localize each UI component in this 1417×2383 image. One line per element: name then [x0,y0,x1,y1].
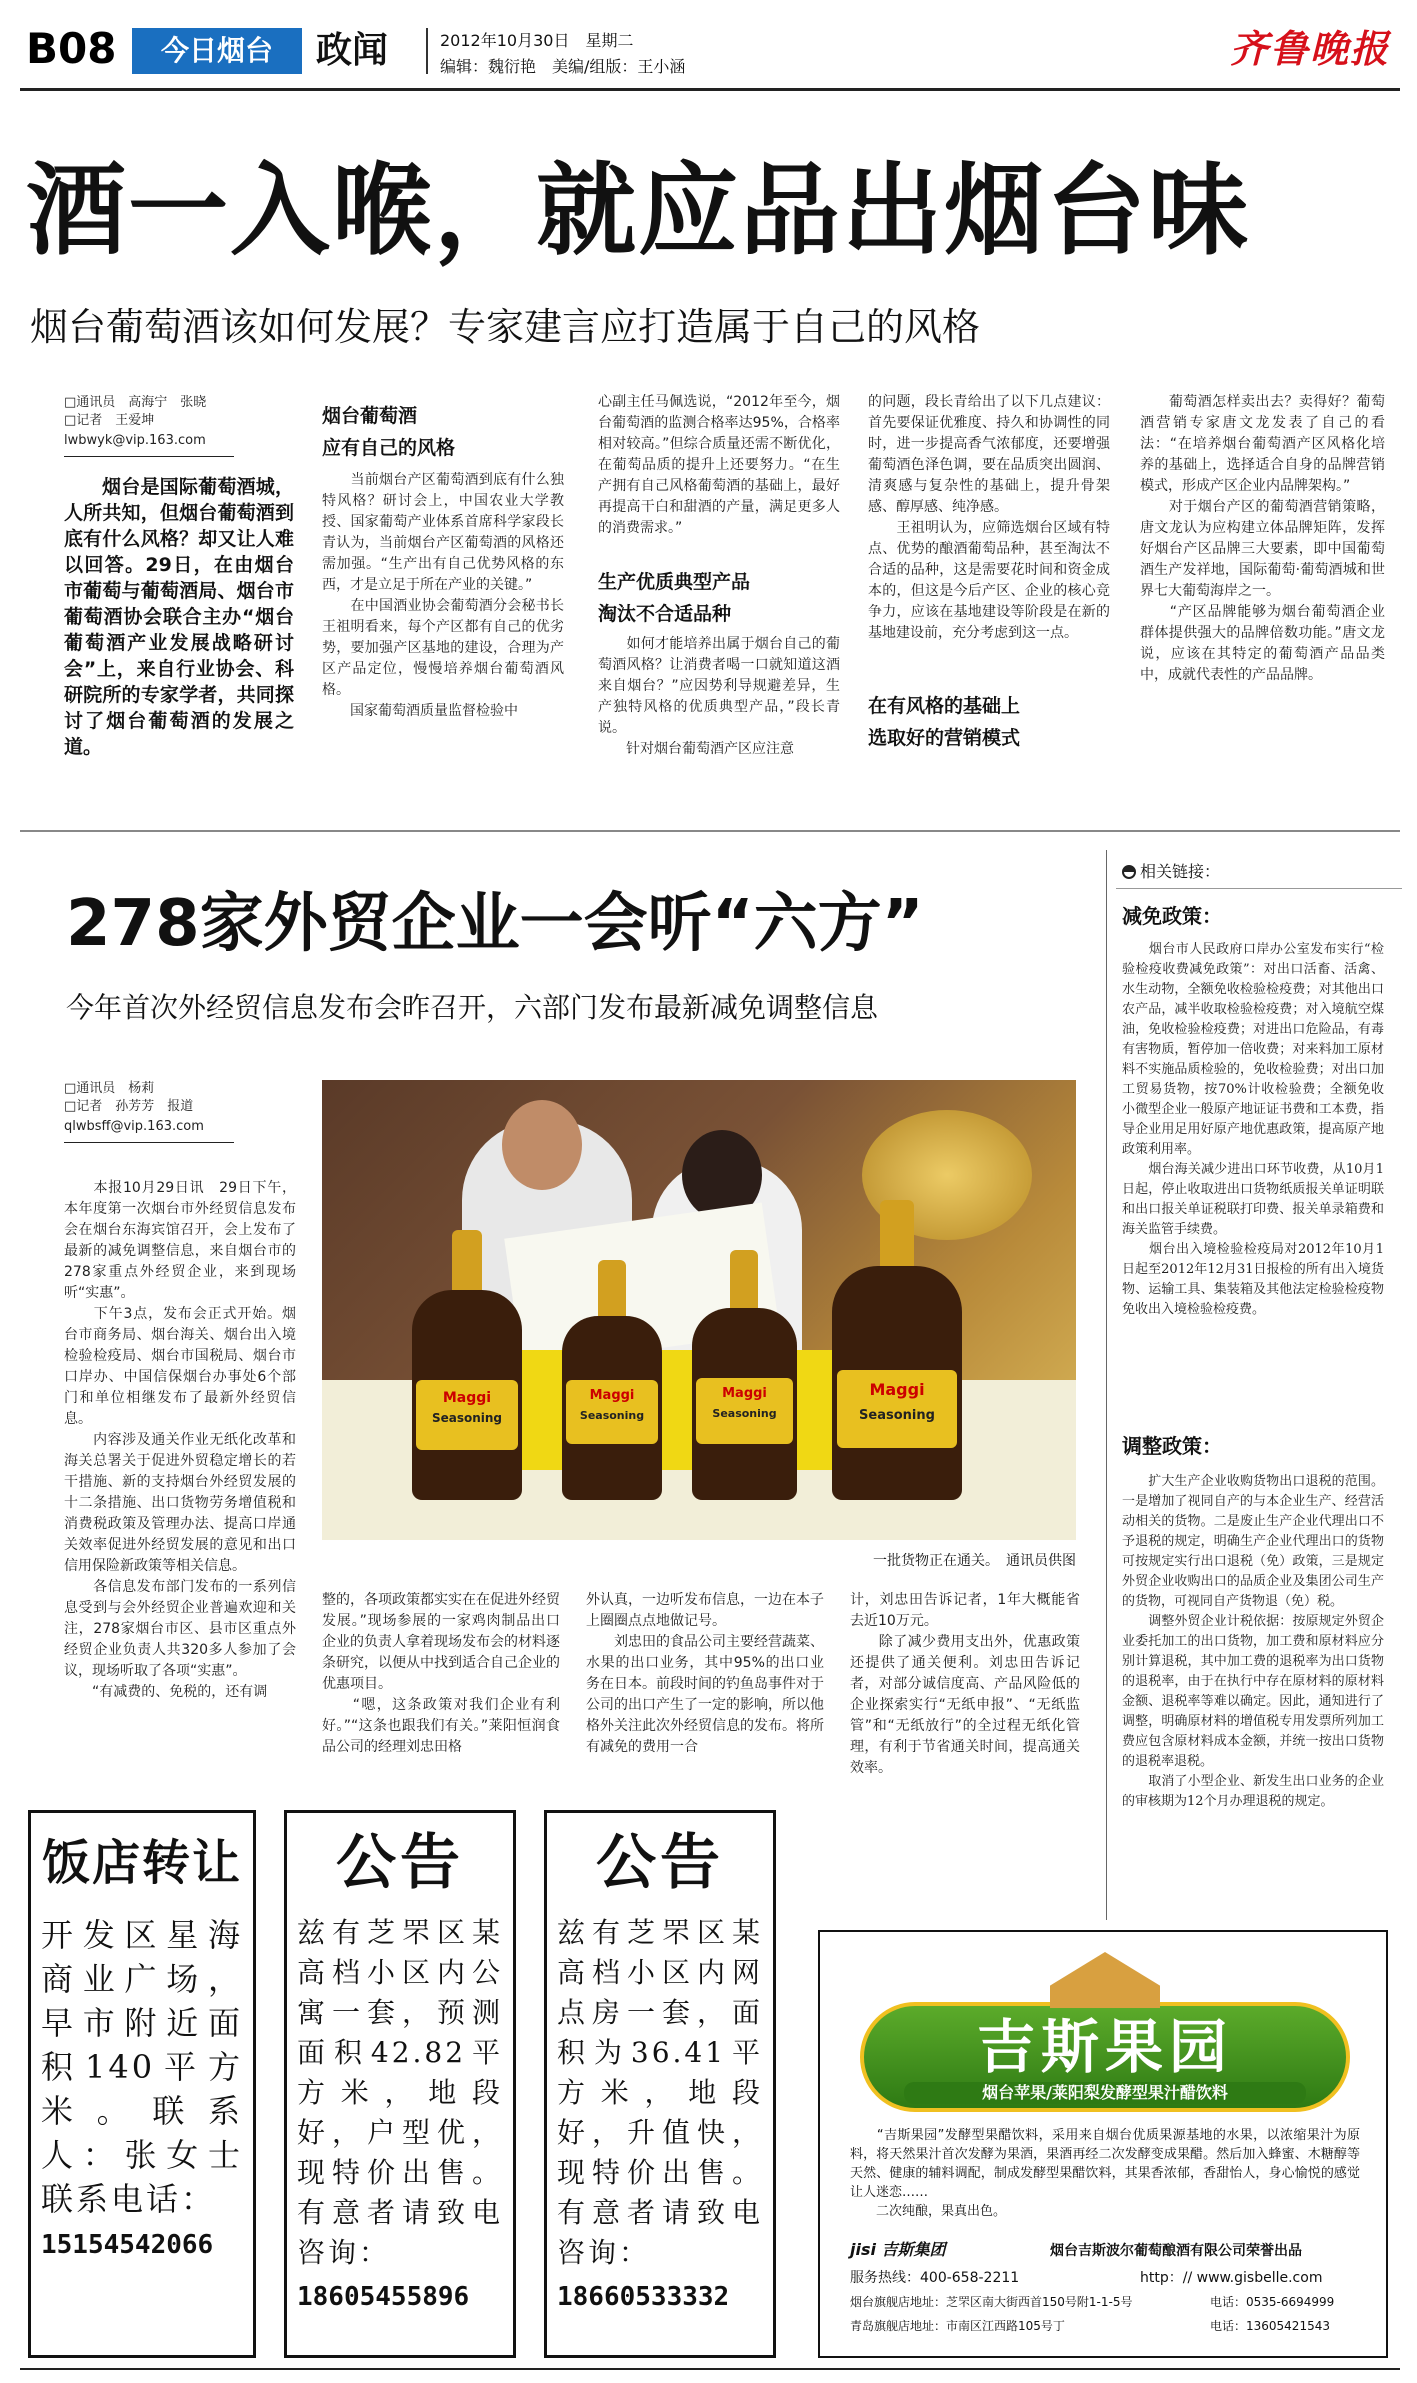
ad1-phone[interactable]: 15154542066 [41,2230,214,2260]
article2-subhead: 今年首次外经贸信息发布会昨召开，六部门发布最新减免调整信息 [66,991,879,1024]
sidebar-heading-1: 减免政策： [1122,904,1222,928]
sidebar-title [1122,860,1220,884]
bottle-product-label: Seasoning [579,1409,645,1422]
article1-col3a: 的问题，段长青给出了以下几点建议：首先要保证优雅度、持久和协调性的同时，进一步提高香气浓郁度，还要增强葡萄酒色泽色调，要在品质突出圆润、清爽感与复杂性的基础上，提升骨架感、醇厚感、纯净感。 王祖明认为，应筛选烟台区域有特点、优势的酿酒葡萄品种，甚至淘汰不合适的品种，这是需要花时间和资金成本的，但这是今后产区、企业的核心竞争力，应该在基地建设等阶段是在新的基地建设前，充分考虑到这一点。 [868,394,1110,641]
bottle-product-label: Seasoning [431,1411,503,1425]
page-number: B08 [26,24,117,73]
page-bottom-rule [20,2368,1400,2370]
article1-email[interactable]: lwbwyk@vip.163.com [64,433,206,448]
ad-announcement-2 [544,1810,776,2358]
store-phone-yantai[interactable]: 电话：0535-6694999 [1210,2295,1335,2309]
bottle-brand-label: Maggi [442,1390,492,1406]
article2-byline: □通讯员 杨莉 □记者 孙芳芳 报道 [64,1081,194,1114]
officer-head [502,1100,582,1190]
bottle-product-label: Seasoning [712,1407,777,1420]
article1-col2a: 心副主任马佩选说，“2012年至今，烟台葡萄酒的监测合格率达95%，合格率相对较高。”但综合质量还需不断优化，在葡萄品质的提升上还要努力。“在生产拥有自己风格葡萄酒的基础上，最好再提高干白和甜酒的产量，满足更多人的消费需求。” [598,394,840,536]
seasoning-bottle-3 [692,1250,797,1500]
website-link[interactable]: http：// www.gisbelle.com [1140,2270,1323,2286]
ad-gisi-orchard [818,1930,1388,2358]
page-header [20,16,1400,86]
bottle-brand-label: Maggi [869,1380,925,1399]
article1-col2b: 如何才能培养出属于烟台自己的葡萄酒风格？让消费者喝一口就知道这酒来自烟台？”应因势利导规避差异，生产独特风格的优质典型产品，”段长青说。 针对烟台葡萄酒产区应注意 [598,636,840,757]
brand-name: 吉斯果园 [976,2013,1233,2081]
ad2-body: 兹有芝罘区某高档小区内公寓一套，预测面积42.82平方米，地段好，户型优，现特价出售。有意者请致电咨询： [297,1916,503,2269]
article2-col1: 本报10月29日讯 29日下午，本年度第一次烟台市外经贸信息发布会在烟台东海宾馆召开，会上发布了最新的减免调整信息，来自烟台市的278家重点外经贸企业，来到现场听“实惠”。 下午3点，发布会正式开始。烟台市商务局、烟台海关、烟台出入境检验检疫局、烟台市国税局、烟台市口岸办、中国信保烟台办事处6个部门和单位相继发布了最新外经贸信息。 内容涉及通关作业无纸化改革和海关总署关于促进外贸稳定增长的若干措施、新的支持烟台外经贸发展的十二条措施、出口货物劳务增值税和消费税政策及管理办法、提高口岸通关效率促进外经贸发展的意见和出口信用保险新政策等相关信息。 各信息发布部门发布的一系列信息受到与会外经贸企业普遍欢迎和关注，278家烟台市区、县市区重点外经贸企业负责人共320多人参加了会议，现场听取了各项“实惠”。 “有减费的、免税的，还有调 [64,1180,296,1700]
byline-rule-2 [64,1142,234,1143]
company-credit: 烟台吉斯波尔葡萄酿酒有限公司荣誉出品 [1050,2243,1302,2259]
article1-byline: □通讯员 高海宁 张晓 □记者 王爱坤 [64,395,207,428]
ad1-title: 饭店转让 [41,1835,242,1891]
seasoning-bottle-2 [562,1260,662,1500]
ad3-phone[interactable]: 18660533332 [557,2282,730,2312]
article1-subhead: 烟台葡萄酒该如何发展？专家建言应打造属于自己的风格 [30,305,981,349]
article2-headline: 278家外贸企业一会听“六方” [66,887,924,961]
column-name: 政闻 [316,30,389,71]
ad-restaurant-transfer [28,1810,279,2358]
customs-photo [322,1080,1076,1540]
ad3-title: 公告 [596,1828,724,1898]
store-address-qingdao: 青岛旗舰店地址：市南区江西路105号丁 [850,2319,1065,2333]
brand-tagline: 烟台苹果/莱阳梨发酵型果汁醋饮料 [904,2082,1306,2104]
ad1-body: 开发区星海商业广场，早市附近面积140平方米。联系人：张女士 联系电话： [41,1916,279,2218]
issue-date: 2012年10月30日 星期二 [440,31,634,50]
header-divider [426,28,428,74]
sidebar-body-2: 扩大生产企业收购货物出口退税的范围。一是增加了视同自产的与本企业生产、经营活动相关的货物。二是废止生产企业代理出口不予退税的规定，明确生产企业代理出口的货物可按规定实行出口退税（免）政策，三是规定外贸企业收购出口的品质企业及集团公司生产的货物，可视同自产货物退（免）税。 调整外贸企业计税依据：按原规定外贸企业委托加工的出口货物，加工费和原材料应分别计算退税，其中加工费的退税率为出口货物的退税率，由于在执行中存在原材料的原材料金额、退税率等难以确定。因此，通知进行了调整，明确原材料的增值税专用发票所列加工费应包含原材料成本金额，并统一按出口货物的退税率退税。 取消了小型企业、新发生出口业务的企业的审核期为12个月办理退税的规定。 [1122,1474,1384,1809]
article1-subtitle-3: 在有风格的基础上 选取好的营销模式 [868,695,1021,749]
seasoning-bottle-1 [412,1230,522,1500]
article1-subtitle-1: 烟台葡萄酒 应有自己的风格 [322,405,456,459]
seasoning-bottle-4 [832,1200,962,1500]
article1-subtitle-2: 生产优质典型产品 淘汰不合适品种 [598,571,751,625]
article2-col3: 外认真，一边听发布信息，一边在本子上圈圈点点地做记号。 刘忠田的食品公司主要经营蔬菜、水果的出口业务，其中95%的出口业务在日本。前段时间的钓鱼岛事件对于公司的出口产生了一定的影响，所以他格外关注此次外经贸信息的发布。将所有减免的费用一合 [586,1592,824,1755]
article2-col4: 计，刘忠田告诉记者，1年大概能省去近10万元。 除了减少费用支出外，优惠政策还提供了通关便利。刘忠田告诉记者，对部分诚信度高、产品风险低的企业探索实行“无纸申报”、“无纸监管”和“无纸放行”的全过程无纸化管理，有利于节省通关时间，提高通关效率。 [850,1592,1080,1776]
service-hotline[interactable]: 服务热线：400-658-2211 [850,2270,1020,2286]
article1-col1: 当前烟台产区葡萄酒到底有什么独特风格？研讨会上，中国农业大学教授、国家葡萄产业体系首席科学家段长青认为，当前烟台产区葡萄酒的风格还需加强。“生产出有自己优势风格的东西，才是立足于所在产业的关键。” 在中国酒业协会葡萄酒分会秘书长王祖明看来，每个产区都有自己的优劣势，要加强产区基地的建设，合理为产区产品定位，慢慢培养烟台葡萄酒风格。 国家葡萄酒质量监督检验中 [322,472,564,719]
article1-bottom-rule [20,830,1400,832]
header-rule [20,88,1400,91]
store-phone-qingdao[interactable]: 电话：13605421543 [1210,2319,1330,2333]
ad4-description: “吉斯果园”发酵型果醋饮料，采用来自烟台优质果源基地的水果，以浓缩果汁为原料，将天然果汁首次发酵为果酒，果酒再经二次发酵变成果醋。然后加入蜂蜜、木糖醇等天然、健康的辅料调配，制成发酵型果醋饮料，其果香浓郁，香甜怡人，身心愉悦的感觉让人迷恋…… 二次纯酿，果真出色。 [850,2128,1360,2219]
orchard-house-icon [1050,1952,1160,2008]
group-logo: jisi 吉斯集团 [850,2240,946,2259]
sidebar-heading-2: 调整政策： [1122,1434,1222,1458]
article1-headline: 酒一入喉，就应品出烟台味 [26,151,1250,269]
sidebar-divider [1106,850,1107,1920]
article1-lead: 烟台是国际葡萄酒城，人所共知，但烟台葡萄酒到底有什么风格？却又让人难以回答。29日，在由烟台市葡萄与葡萄酒局、烟台市葡萄酒协会联合主办“烟台葡萄酒产业发展战略研讨会”上，来自行业协会、科研院所的专家学者，共同探讨了烟台葡萄酒的发展之道。 [64,476,294,758]
byline-rule [64,456,234,457]
store-address-yantai: 烟台旗舰店地址：芝罘区南大街西首150号附1-1-5号 [850,2295,1133,2309]
photo-caption: 一批货物正在通关。 通讯员供图 [873,1553,1076,1569]
article2-email[interactable]: qlwbsff@vip.163.com [64,1119,204,1134]
masthead-logo: 齐鲁晚报 [1229,26,1390,71]
ad2-phone[interactable]: 18605455896 [297,2282,470,2312]
editor-credit: 编辑：魏衍艳 美编/组版：王小涵 [440,57,686,76]
sidebar-body-1: 烟台市人民政府口岸办公室发布实行“检验检疫收费减免政策”：对出口活畜、活禽、水生动物，全额免收检验检疫费；对其他出口农产品，减半收取检验检疫费；对入境航空煤油，免收检验检疫费；对进出口危险品，有毒有害物质，暂停加一倍收费；对来料加工原材料不实施品质检验的，免收检验费；对出口加工贸易货物，按70%计收检验费；全额免收小微型企业一般原产地证证书费和工本费，指导企业用足用好原产地优惠政策，提高原产地政策利用率。 烟台海关减少进出口环节收费，从10月1日起，停止收取进出口货物纸质报关单证明联和出口报关单证税联打印费、报关单录箱费和海关监管手续费。 烟台出入境检验检疫局对2012年10月1日起至2012年12月31日报检的所有出入境货物、运输工具、集装箱及其他法定检验检疫物免收出入境检验检疫费。 [1122,942,1384,1317]
article1-col4: 葡萄酒怎样卖出去？卖得好？葡萄酒营销专家唐文龙发表了自己的看法：“在培养烟台葡萄酒产区风格化培养的基础上，选择适合自身的品牌营销模式，形成产区企业内品牌架构。” 对于烟台产区的葡萄酒营销策略，唐文龙认为应构建立体品牌矩阵，发挥好烟台产区品牌三大要素，即中国葡萄酒生产发祥地，国际葡萄·葡萄酒城和世界七大葡萄海岸之一。 “产区品牌能够为烟台葡萄酒企业群体提供强大的品牌倍数功能。”唐文龙说，应该在其特定的葡萄酒产品品类中，成就代表性的产品品牌。 [1140,394,1385,683]
sidebar-title-rule [1116,888,1402,889]
sidebar-title-text: 相关链接： [1140,862,1221,881]
article2-col2: 整的，各项政策都实实在在促进外经贸发展。”现场参展的一家鸡肉制品出口企业的负责人拿着现场发布会的材料逐条研究，以便从中找到适合自己企业的优惠项目。 “嗯，这条政策对我们企业有利好。”“这条也跟我们有关。”莱阳恒润食品公司的经理刘忠田格 [322,1592,560,1755]
bottle-brand-label: Maggi [589,1388,635,1403]
ad-announcement-1 [284,1810,516,2358]
bottle-product-label: Seasoning [859,1408,935,1423]
brand-banner [860,2002,1350,2112]
section-badge: 今日烟台 [132,28,302,74]
bottle-brand-label: Maggi [722,1386,767,1401]
related-link-icon [1122,865,1136,879]
ad2-title: 公告 [336,1828,464,1898]
ad3-body: 兹有芝罘区某高档小区内网点房一套，面积为36.41平方米，地段好，升值快，现特价出售。有意者请致电咨询： [557,1916,763,2269]
